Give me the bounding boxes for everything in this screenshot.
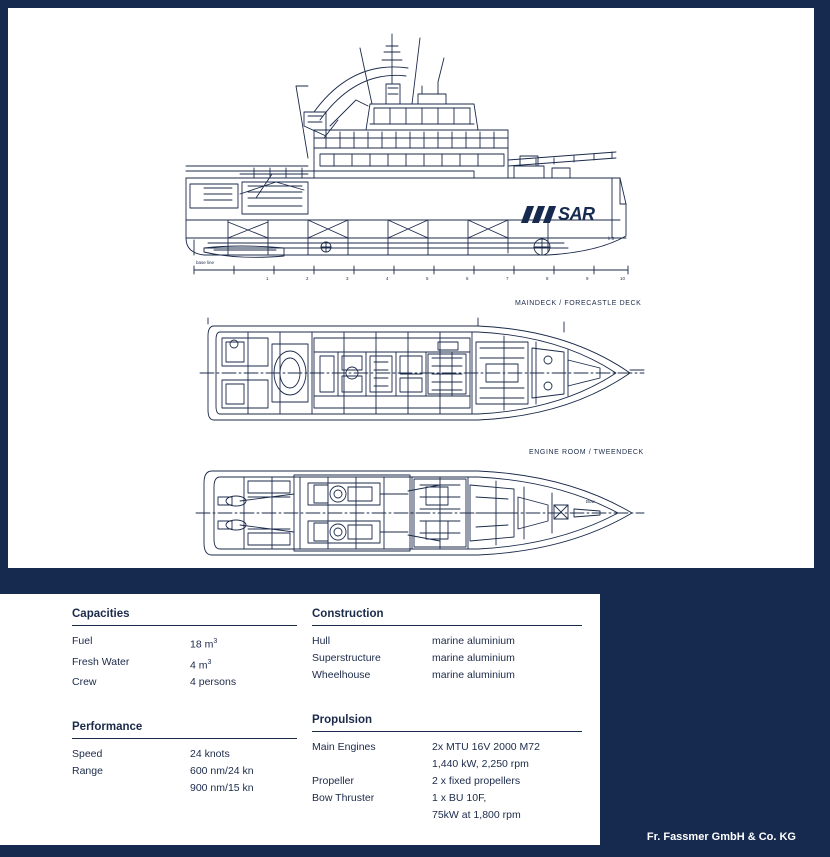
table-row [312,633,582,650]
propulsion-block [312,714,582,824]
spec-value [190,654,297,675]
svg-text:Bow: Bow [586,499,595,504]
svg-text:8: 8 [546,276,549,281]
maindeck-plan-drawing [8,308,814,438]
svg-text:2: 2 [306,276,309,281]
sar-hull-marking [524,204,610,226]
table-row [312,773,582,790]
spec-value-unit: 3 [213,638,218,645]
spec-value-line1: 2x MTU 16V 2000 M72 [432,741,540,753]
svg-text:base line: base line [196,260,215,265]
spec-value-line2: 75kW at 1,800 rpm [432,809,521,821]
table-row [72,654,297,675]
construction-block [312,608,582,684]
spec-key: Propeller [312,775,355,787]
spec-value [190,763,297,797]
capacities-divider [72,625,297,626]
construction-title: Construction [312,608,384,620]
spec-key: Main Engines [312,741,376,753]
sar-wordmark: SAR [558,204,595,224]
spec-key: Hull [312,635,331,647]
performance-block [72,721,297,797]
spec-value-text: 18 m [190,638,214,651]
svg-text:9: 9 [586,276,589,281]
spec-value [190,633,297,654]
profile-view-drawing [8,8,814,288]
svg-text:10: 10 [620,276,626,281]
propulsion-title: Propulsion [312,714,373,726]
svg-text:fr.0: fr.0 [608,236,615,241]
spec-key: Wheelhouse [312,669,371,681]
spec-value [432,739,582,773]
capacities-block [72,608,297,691]
spec-value: marine aluminium [432,635,515,647]
table-row [312,790,582,824]
maindeck-view-caption: MAINDECK / FORECASTLE DECK [515,300,642,307]
spec-value: marine aluminium [432,652,515,664]
engineroom-view-caption: ENGINE ROOM / TWEENDECK [529,449,644,456]
table-row [312,667,582,684]
table-row [72,674,297,691]
spec-value-line1: 1 x BU 10F, [432,792,487,804]
performance-title: Performance [72,721,143,733]
svg-text:5: 5 [426,276,429,281]
footer-company-name: Fr. Fassmer GmbH & Co. KG [646,831,796,843]
spec-value: 2 x fixed propellers [432,775,521,787]
spec-value-text: 4 m [190,659,208,671]
spec-value-unit: 3 [207,658,212,666]
svg-text:4: 4 [386,276,389,281]
spec-value-line2: 1,440 kW, 2,250 rpm [432,758,529,770]
spec-column-left [72,608,297,815]
right-navy-strip [814,0,830,857]
specifications-panel [0,594,600,845]
capacities-title: Capacities [72,608,130,620]
table-row [72,746,297,763]
svg-text:3: 3 [346,276,349,281]
spec-value [432,790,582,824]
svg-text:6: 6 [466,276,469,281]
spec-key: Superstructure [312,652,381,664]
construction-divider [312,625,582,626]
spec-value: 4 persons [190,676,237,688]
spec-value: marine aluminium [432,669,515,681]
svg-text:1: 1 [266,276,269,281]
spec-value-line1: 600 nm/24 kn [190,765,254,777]
spec-key: Fresh Water [72,655,130,668]
table-row [312,739,582,773]
engineroom-plan-drawing [8,453,814,568]
table-row [72,633,297,654]
spec-value: 24 knots [190,748,230,760]
vessel-drawings [8,8,814,568]
spec-value-line2: 900 nm/15 kn [190,782,254,794]
propulsion-divider [312,731,582,732]
spec-key: Range [72,765,103,777]
spec-key: Speed [72,748,103,760]
spec-column-right [312,608,582,842]
spec-key: Fuel [72,635,93,647]
performance-divider [72,738,297,739]
sar-stripes-icon [524,206,558,223]
table-row [72,763,297,797]
spec-key: Crew [72,676,97,688]
svg-text:7: 7 [506,276,509,281]
table-row [312,650,582,667]
spec-key: Bow Thruster [312,792,375,804]
